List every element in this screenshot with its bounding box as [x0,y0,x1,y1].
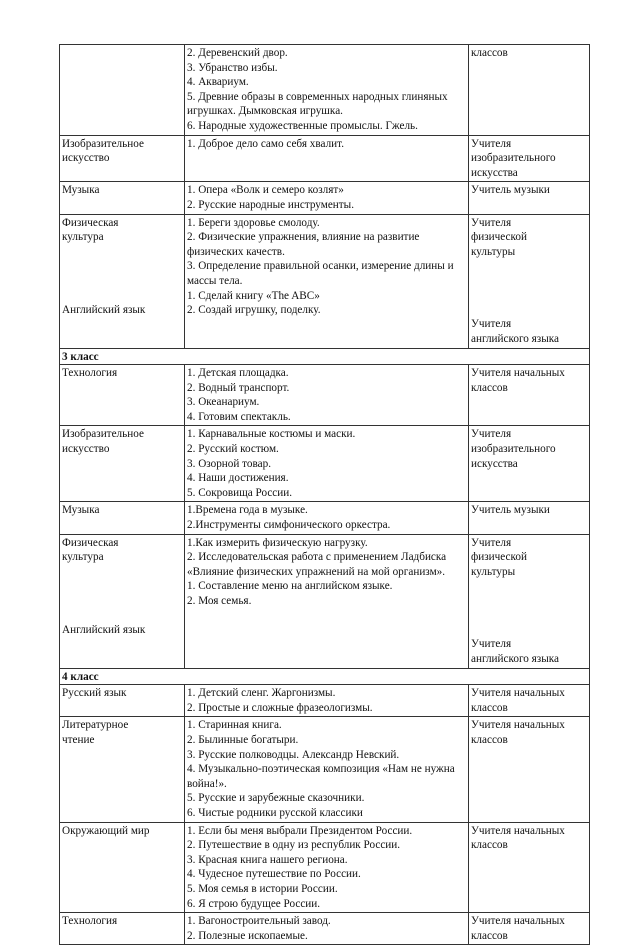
teacher-cell [469,135,590,182]
subject-cell-line: чтение [62,733,95,746]
teacher-cell-line: классов [471,733,508,746]
topics-cell-line: 2. Русский костюм. [187,443,279,456]
teacher-cell-line: Учитель музыки [471,504,550,517]
topics-cell-line: 2. Физические упражнения, влияние на развитие физических качеств. [187,231,420,258]
topics-cell-line: 1. Если бы меня выбрали Президентом России. [187,824,413,837]
subject-cell-line: культура [62,231,104,244]
subject-cell [60,182,185,214]
topics-cell-line: 1. Детский сленг. Жаргонизмы. [187,687,336,700]
topics-cell-line: 5. Сокровища России. [187,486,293,499]
table-body [60,45,590,945]
topics-cell [185,913,469,945]
topics-cell-line: 4. Чудесное путешествие по России. [187,868,361,881]
teacher-cell-line: физической [471,551,527,564]
topics-cell-line: 2. Создай игрушку, поделку. [187,304,321,317]
topics-cell [185,182,469,214]
topics-cell [185,685,469,717]
topics-cell-line: 2. Моя семья. [187,595,252,607]
spacer [471,259,586,317]
table-row [60,717,590,822]
teacher-cell [469,365,590,426]
table-row [60,822,590,913]
section-heading: 3 класс [60,348,590,365]
teacher-cell [469,45,590,136]
teacher-cell-line: Учителя [471,318,512,331]
topics-cell-line: 1. Опера «Волк и семеро козлят» [187,184,344,197]
topics-cell [185,45,469,136]
teacher-cell-line: Учителя [471,137,512,150]
topics-cell-line: 3. Определение правильной осанки, измерение длины и массы тела. [187,260,454,287]
spacer [471,579,586,637]
table-row [60,365,590,426]
subject-cell-line: Музыка [62,184,100,197]
subject-cell-line: Изобразительное [62,428,144,441]
teacher-cell-line: классов [471,701,508,714]
subject-cell-line: Физическая [62,536,119,549]
topics-cell [185,717,469,822]
topics-cell-line: 2.Инструменты симфонического оркестра. [187,519,391,532]
topics-cell-line: 4. Готовим спектакль. [187,410,291,423]
topics-cell-line: 1. Вагоностроительный завод. [187,915,331,928]
section-row [60,348,590,365]
table-row [60,913,590,945]
table-row [60,426,590,502]
teacher-cell-line: Учителя [471,216,512,229]
topics-cell-line: 1. Составление меню на английском языке. [187,580,393,593]
subject-cell-line: Изобразительное [62,137,144,150]
topics-cell-line: 1. Береги здоровье смолоду. [187,216,320,229]
teacher-cell-line: классов [471,929,508,942]
teacher-cell-line: классов [471,47,508,59]
subject-cell [60,135,185,182]
subject-cell [60,502,185,534]
teacher-cell [469,426,590,502]
teacher-cell-line: Учителя [471,536,512,549]
topics-cell-line: 3. Озорной товар. [187,457,271,470]
subject-cell-line: Английский язык [62,623,146,636]
topics-cell [185,426,469,502]
teacher-cell-line: английского языка [471,332,559,345]
subject-cell-line: Музыка [62,504,100,517]
teacher-cell-line: классов [471,381,508,394]
topics-cell-line: 3. Русские полководцы. Александр Невский. [187,748,400,761]
teacher-cell-line: Учителя начальных [471,824,565,837]
topics-cell-line: 2. Простые и сложные фразеологизмы. [187,701,373,714]
teacher-cell-line: английского языка [471,653,559,665]
subject-cell [60,426,185,502]
topics-cell [185,214,469,348]
subject-cell [60,45,185,136]
table-row [60,502,590,534]
table-row [60,685,590,717]
topics-cell [185,534,469,668]
subject-cell-line: Английский язык [62,303,146,316]
subject-cell-line: Физическая [62,216,119,229]
subject-cell [60,214,185,348]
topics-cell-line: 5. Моя семья в истории России. [187,882,338,895]
topics-cell [185,135,469,182]
topics-cell-line: 3. Красная книга нашего региона. [187,853,348,866]
teacher-cell-line: искусства [471,457,518,470]
topics-cell-line: 2. Русские народные инструменты. [187,198,354,211]
section-heading: 4 класс [60,668,590,685]
topics-cell-line: 5. Древние образы в современных народных глиняных игрушках. Дымковская игрушка. [187,90,448,118]
teacher-cell-line: искусства [471,166,518,179]
teacher-cell-line: культуры [471,245,516,258]
subject-cell [60,685,185,717]
table-row [60,182,590,214]
teacher-cell-line: Учителя начальных [471,915,565,928]
topics-cell [185,502,469,534]
table-row [60,135,590,182]
subject-cell-line: культура [62,551,104,564]
subject-cell-line: Окружающий мир [62,824,150,837]
topics-cell-line: 3. Океанариум. [187,396,260,409]
teacher-cell [469,502,590,534]
teacher-cell-line: Учитель музыки [471,184,550,197]
teacher-cell [469,822,590,913]
subject-cell [60,365,185,426]
teacher-cell [469,685,590,717]
topics-cell-line: 2. Деревенский двор. [187,47,288,59]
table-row [60,214,590,348]
subject-cell-line: искусство [62,443,110,456]
table-row [60,534,590,668]
subject-cell-line: Литературное [62,719,129,732]
subject-cell-line: Технология [62,367,118,380]
teacher-cell [469,214,590,348]
topics-cell-line: 2. Исследовательская работа с применением Ладбиска «Влияние физических упражнений на мой организм». [187,551,447,578]
subject-cell-line: Русский язык [62,687,127,700]
topics-cell-line: 2. Полезные ископаемые. [187,929,308,942]
teacher-cell [469,182,590,214]
teacher-cell-line: классов [471,839,508,852]
teacher-cell [469,717,590,822]
topics-cell-line: 6. Народные художественные промыслы. Гжель. [187,119,418,132]
topics-cell-line: 1. Старинная книга. [187,719,282,732]
teacher-cell-line: Учителя [471,638,512,651]
topics-cell-line: 1. Детская площадка. [187,367,289,380]
topics-cell [185,822,469,913]
teacher-cell-line: изобразительного [471,152,556,165]
topics-cell-line: 2. Путешествие в одну из республик России. [187,839,401,852]
topics-cell-line: 3. Убранство избы. [187,61,278,74]
topics-cell-line: 4. Наши достижения. [187,472,289,485]
spacer [62,245,181,303]
teacher-cell [469,534,590,668]
spacer [62,565,181,623]
topics-cell-line: 1. Сделай книгу «The ABC» [187,289,320,302]
topics-cell-line: 2. Былинные богатыри. [187,733,299,746]
subject-cell [60,717,185,822]
topics-cell-line: 1. Доброе дело само себя хвалит. [187,137,344,150]
teacher-cell-line: Учителя начальных [471,687,565,700]
teacher-cell-line: культуры [471,565,516,578]
section-row [60,668,590,685]
teacher-cell-line: Учителя начальных [471,719,565,732]
teacher-cell [469,913,590,945]
subject-cell [60,822,185,913]
subject-cell [60,913,185,945]
curriculum-table [59,44,590,945]
teacher-cell-line: физической [471,231,527,244]
topics-cell-line: 6. Я строю будущее России. [187,897,321,910]
topics-cell-line: 2. Водный транспорт. [187,381,290,394]
topics-cell-line: 4. Музыкально-поэтическая композиция «Нам не нужна война!». [187,763,455,790]
subject-cell-line: искусство [62,152,110,165]
teacher-cell-line: Учителя [471,428,512,441]
subject-cell [60,534,185,668]
topics-cell-line: 4. Аквариум. [187,76,249,89]
topics-cell-line: 1.Как измерить физическую нагрузку. [187,536,368,549]
subject-cell-line: Технология [62,915,118,928]
teacher-cell-line: Учителя начальных [471,367,565,380]
topics-cell-line: 1. Карнавальные костюмы и маски. [187,428,356,441]
topics-cell-line: 1.Времена года в музыке. [187,504,308,517]
table-row [60,45,590,136]
teacher-cell-line: изобразительного [471,443,556,456]
topics-cell [185,365,469,426]
topics-cell-line: 6. Чистые родники русской классики [187,806,363,819]
topics-cell-line: 5. Русские и зарубежные сказочники. [187,792,365,805]
